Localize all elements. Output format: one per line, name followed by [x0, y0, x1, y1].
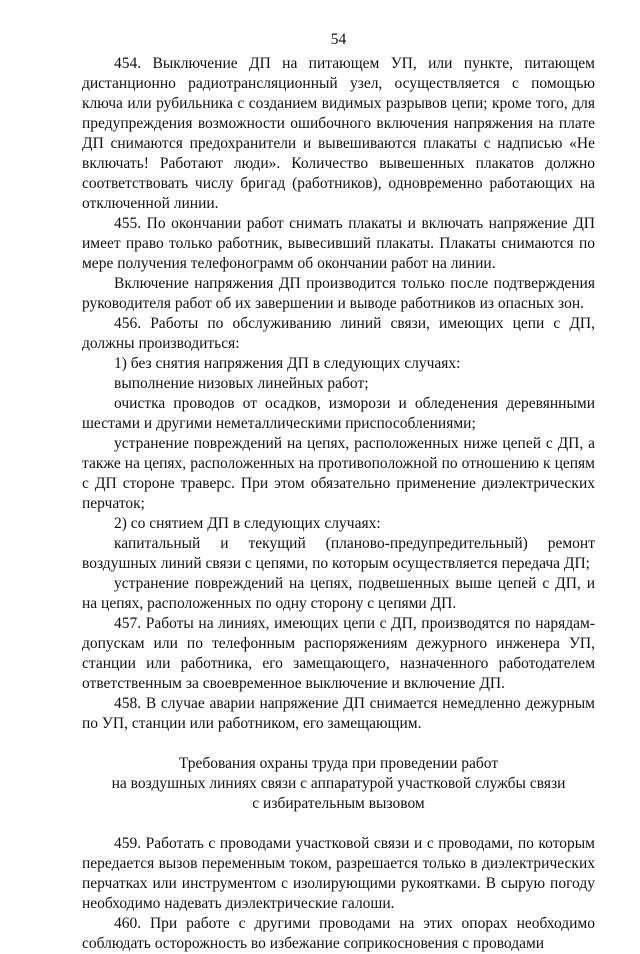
section-heading — [82, 754, 595, 814]
section-heading-line-2: на воздушных линиях связи с аппаратурой участковой службы связи — [111, 775, 566, 792]
page-number: 54 — [330, 31, 347, 48]
paragraph-456-item-1b: очистка проводов от осадков, изморози и обледенения деревянными шестами и другими неметаллическими приспособлениями; — [82, 395, 595, 432]
paragraph-456-item-2b: устранение повреждений на цепях, подвешенных выше цепей с ДП, и на цепях, расположенных по одну сторону с цепями ДП. — [82, 575, 595, 612]
paragraph-454: 454. Выключение ДП на питающем УП, или пункте, питающем дистанционно радиотрансляционный узел, осуществляется с помощью ключа или рубильника с созданием видимых разрывов цепи; кроме того, для предупреждения возможности ошибочного включения напряжения на плате ДП снимаются предохранители и вывешиваются плакаты с надписью «Не включать! Работают люди». Количество вывешенных плакатов должно соответствовать числу бригад (работников), одновременно работающих на отключенной линии. — [82, 55, 595, 212]
paragraph-459: 459. Работать с проводами участковой связи и с проводами, по которым передается вызов переменным током, разрешается только в диэлектрических перчатках или инструментом с изолирующими рукоятками. В сырую погоду необходимо надевать диэлектрические галоши. — [82, 835, 595, 912]
paragraph-460: 460. При работе с другими проводами на этих опорах необходимо соблюдать осторожность во избежание соприкосновения с проводами — [82, 915, 595, 952]
paragraph-457: 457. Работы на линиях, имеющих цепи с ДП, производятся по нарядам-допускам или по телефонным распоряжениям дежурного инженера УП, станции или работника, его замещающего, назначенного работодателем ответственным за своевременное выключение и включение ДП. — [82, 615, 595, 692]
paragraph-456-item-2: 2) со снятием ДП в следующих случаях: — [114, 515, 381, 532]
section-heading-line-1: Требования охраны труда при проведении работ — [178, 755, 499, 772]
document-page — [82, 30, 595, 954]
paragraph-dp-enable: Включение напряжения ДП производится только после подтверждения руководителя работ об их завершении и выводе работников из опасных зон. — [82, 275, 595, 312]
paragraph-456-item-1: 1) без снятия напряжения ДП в следующих случаях: — [114, 355, 461, 372]
paragraph-456: 456. Работы по обслуживанию линий связи, имеющих цепи с ДП, должны производиться: — [82, 315, 595, 352]
paragraph-456-item-1c: устранение повреждений на цепях, расположенных ниже цепей с ДП, а также на цепях, расположенных на противоположной по отношению к цепям с ДП стороне траверс. При этом обязательно применение диэлектрических перчаток; — [82, 435, 595, 512]
section-heading-line-3: с избирательным вызовом — [252, 795, 425, 812]
paragraph-456-item-2a: капитальный и текущий (планово-предупредительный) ремонт воздушных линий связи с цепями, по которым осуществляется передача ДП; — [82, 535, 595, 572]
paragraph-456-item-1a: выполнение низовых линейных работ; — [114, 375, 369, 392]
paragraph-455: 455. По окончании работ снимать плакаты и включать напряжение ДП имеет право только работник, вывесивший плакаты. Плакаты снимаются по мере получения телефонограмм об окончании работ на линии. — [82, 215, 595, 272]
paragraph-458: 458. В случае аварии напряжение ДП снимается немедленно дежурным по УП, станции или работником, его замещающим. — [82, 695, 595, 732]
